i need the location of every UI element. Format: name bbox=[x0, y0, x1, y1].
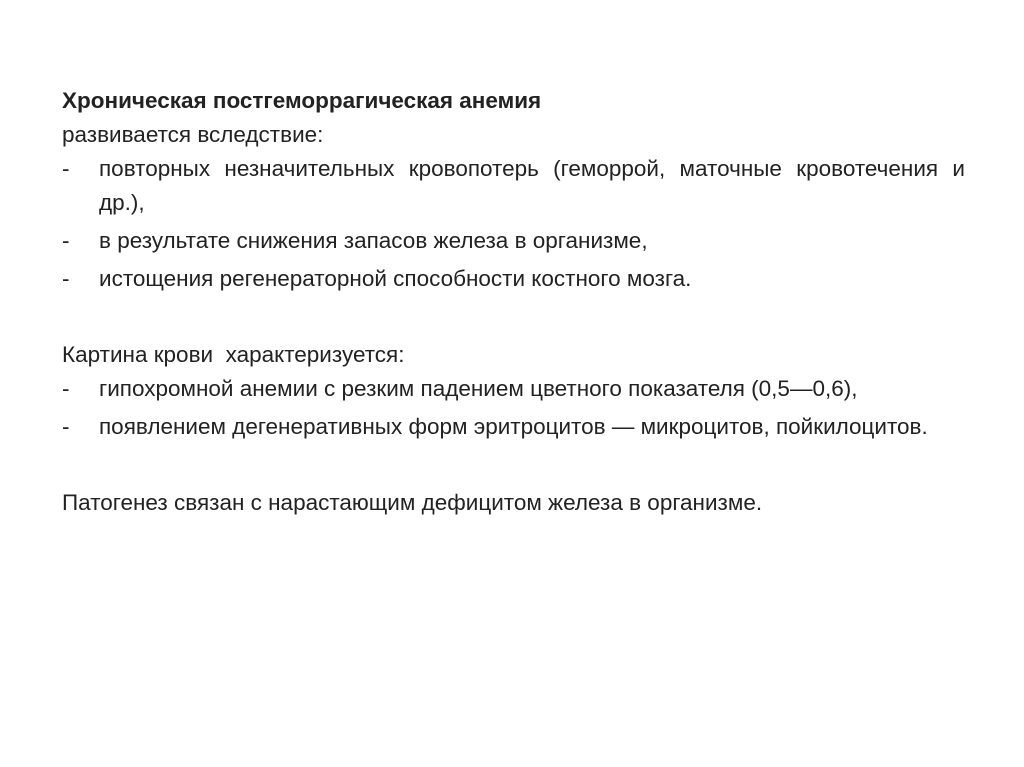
causes-list bbox=[62, 152, 965, 296]
pathogenesis-text: Патогенез связан с нарастающим дефицитом железа в организме. bbox=[62, 490, 763, 515]
slide-content bbox=[62, 84, 965, 520]
list-item-text: появлением дегенеративных форм эритроцитов — микроцитов, пойкилоцитов. bbox=[99, 414, 928, 439]
blood-picture-list bbox=[62, 372, 965, 444]
list-item-text: повторных незначительных кровопотерь (геморрой, маточные кровотечения и др.), bbox=[99, 156, 965, 215]
dash-bullet: - bbox=[62, 414, 70, 439]
list-item bbox=[62, 152, 965, 220]
list-item bbox=[62, 224, 965, 258]
blood-picture-intro: Картина крови характеризуется: bbox=[62, 342, 405, 367]
spacer bbox=[62, 300, 965, 338]
list-item-text: истощения регенераторной способности костного мозга. bbox=[99, 266, 692, 291]
list-item-text: в результате снижения запасов железа в организме, bbox=[99, 228, 648, 253]
dash-bullet: - bbox=[62, 376, 70, 401]
spacer bbox=[62, 448, 965, 486]
causes-intro: развивается вследствие: bbox=[62, 122, 324, 147]
slide-title: Хроническая постгеморрагическая анемия bbox=[62, 88, 542, 113]
dash-bullet: - bbox=[62, 266, 70, 291]
dash-bullet: - bbox=[62, 228, 70, 253]
list-item bbox=[62, 262, 965, 296]
list-item bbox=[62, 372, 965, 406]
dash-bullet: - bbox=[62, 156, 70, 181]
list-item bbox=[62, 410, 965, 444]
list-item-text: гипохромной анемии с резким падением цветного показателя (0,5—0,6), bbox=[99, 376, 858, 401]
